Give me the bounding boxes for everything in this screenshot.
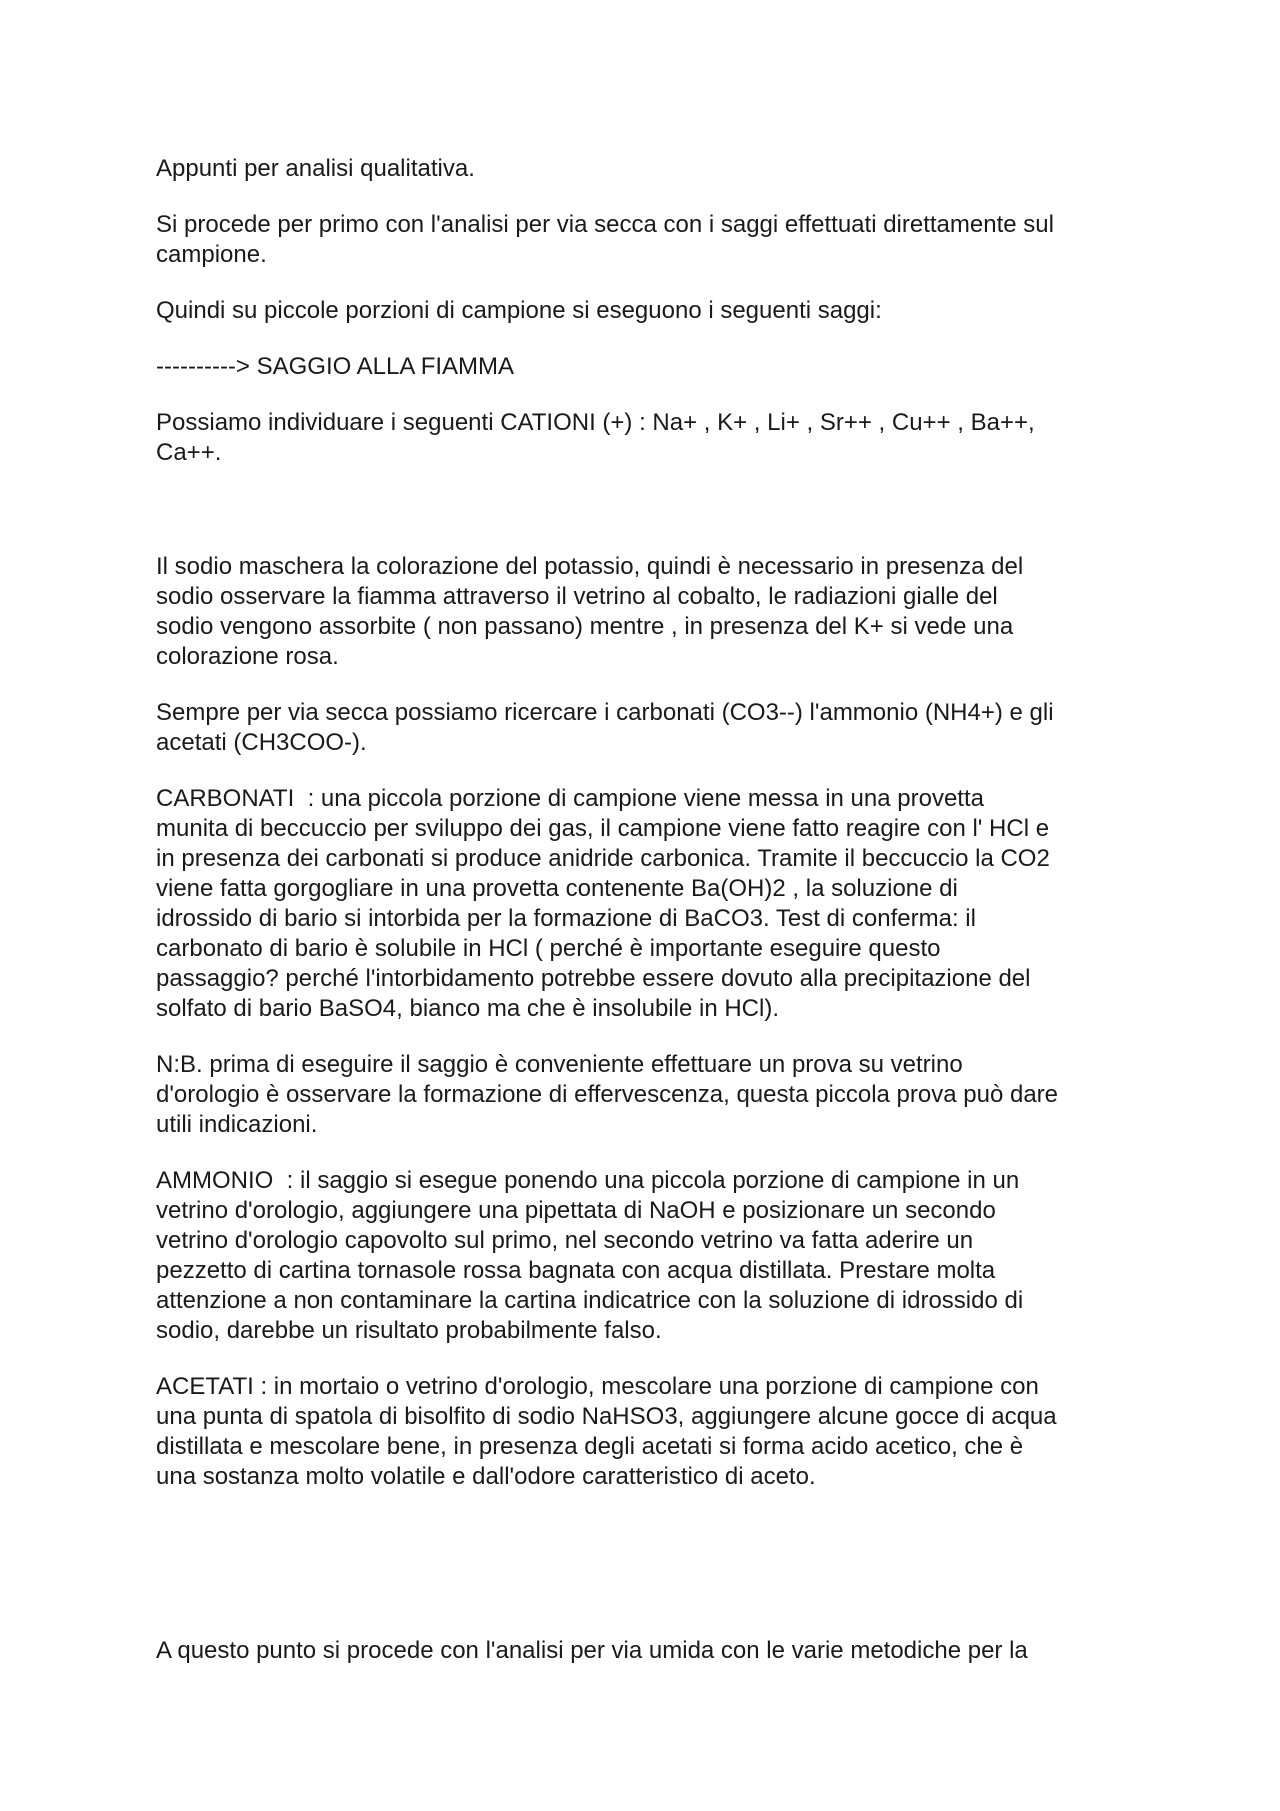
paragraph-via-umida: A questo punto si procede con l'analisi per via umida con le varie metodiche per la (156, 1637, 1028, 1664)
paragraph-nb: N:B. prima di eseguire il saggio è conveniente effettuare un prova su vetrino d'orologio è osservare la formazione di effervescenza, questa piccola prova può dare utili indicazioni. (156, 1051, 1059, 1138)
paragraph-intro: Si procede per primo con l'analisi per via secca con i saggi effettuati direttamente sul campione. (156, 211, 1054, 268)
heading-saggio-fiamma: ----------> SAGGIO ALLA FIAMMA (156, 353, 515, 380)
document-title: Appunti per analisi qualitativa. (156, 155, 475, 182)
paragraph-acetati: ACETATI : in mortaio o vetrino d'orologio, mescolare una porzione di campione con una punta di spatola di bisolfito di sodio NaHSO3, aggiungere alcune gocce di acqua distillata e mescolare bene, in presenza degli acetati si forma acido acetico, che è una sostanza molto volatile e dall'odore caratteristico di aceto. (156, 1373, 1057, 1490)
document-page (156, 154, 1136, 1666)
paragraph-ammonio: AMMONIO : il saggio si esegue ponendo una piccola porzione di campione in un vetrino d'orologio, aggiungere una pipettata di NaOH e posizionare un secondo vetrino d'orologio capovolto sul primo, nel secondo vetrino va fatta aderire un pezzetto di cartina tornasole rossa bagnata con acqua distillata. Prestare molta attenzione a non contaminare la cartina indicatrice con la soluzione di idrossido di sodio, darebbe un risultato probabilmente falso. (156, 1167, 1024, 1344)
paragraph-carbonati: CARBONATI : una piccola porzione di campione viene messa in una provetta munita di beccuccio per sviluppo dei gas, il campione viene fatto reagire con l' HCl e in presenza dei carbonati si produce anidride carbonica. Tramite il beccuccio la CO2 viene fatta gorgogliare in una provetta contenente Ba(OH)2 , la soluzione di idrossido di bario si intorbida per la formazione di BaCO3. Test di conferma: il carbonato di bario è solubile in HCl ( perché è importante eseguire questo passaggio? perché l'intorbidamento potrebbe essere dovuto alla precipitazione del solfato di bario BaSO4, bianco ma che è insolubile in HCl). (156, 785, 1050, 1022)
paragraph-sodio: Il sodio maschera la colorazione del potassio, quindi è necessario in presenza del sodio osservare la fiamma attraverso il vetrino al cobalto, le radiazioni gialle del sodio vengono assorbite ( non passano) mentre , in presenza del K+ si vede una colorazione rosa. (156, 553, 1024, 670)
paragraph-saggi: Quindi su piccole porzioni di campione si eseguono i seguenti saggi: (156, 297, 882, 324)
paragraph-cationi: Possiamo individuare i seguenti CATIONI (+) : Na+ , K+ , Li+ , Sr++ , Cu++ , Ba++, Ca++. (156, 409, 1035, 466)
paragraph-via-secca: Sempre per via secca possiamo ricercare i carbonati (CO3--) l'ammonio (NH4+) e gli acetati (CH3COO-). (156, 699, 1054, 756)
